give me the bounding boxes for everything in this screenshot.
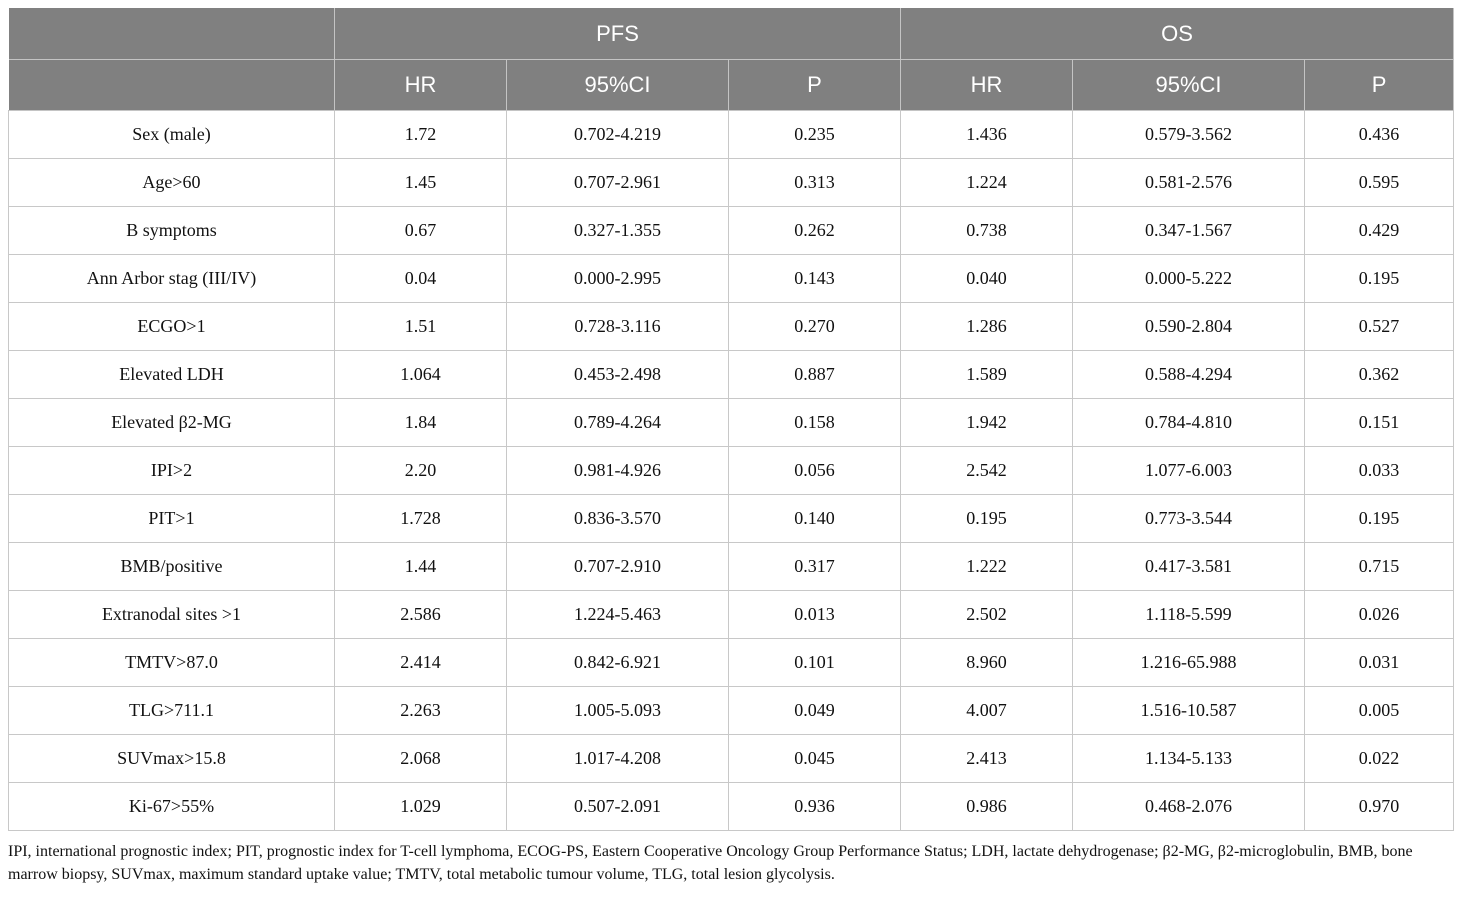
os-hr-cell: 0.738 [901,207,1073,255]
pfs-hr-cell: 2.20 [335,447,507,495]
os-hr-cell: 2.542 [901,447,1073,495]
pfs-p-cell: 0.317 [729,543,901,591]
pfs-ci-cell: 0.836-3.570 [507,495,729,543]
os-p-cell: 0.033 [1305,447,1454,495]
hazard-ratio-table [8,8,1454,831]
pfs-ci-cell: 0.507-2.091 [507,783,729,831]
row-label: Extranodal sites >1 [9,591,335,639]
pfs-ci-cell: 0.707-2.961 [507,159,729,207]
os-ci-cell: 1.216-65.988 [1073,639,1305,687]
pfs-p-cell: 0.313 [729,159,901,207]
table-row [9,639,1454,687]
header-os-hr: HR [901,60,1073,111]
pfs-p-cell: 0.887 [729,351,901,399]
header-blank [9,8,335,60]
row-label: SUVmax>15.8 [9,735,335,783]
os-p-cell: 0.022 [1305,735,1454,783]
pfs-hr-cell: 2.586 [335,591,507,639]
pfs-p-cell: 0.262 [729,207,901,255]
table-row [9,255,1454,303]
pfs-ci-cell: 0.728-3.116 [507,303,729,351]
pfs-p-cell: 0.056 [729,447,901,495]
os-p-cell: 0.031 [1305,639,1454,687]
pfs-p-cell: 0.013 [729,591,901,639]
header-pfs-p: P [729,60,901,111]
header-pfs-hr: HR [335,60,507,111]
os-ci-cell: 0.581-2.576 [1073,159,1305,207]
header-pfs-ci: 95%CI [507,60,729,111]
os-ci-cell: 0.784-4.810 [1073,399,1305,447]
os-hr-cell: 1.222 [901,543,1073,591]
os-p-cell: 0.026 [1305,591,1454,639]
os-ci-cell: 1.134-5.133 [1073,735,1305,783]
row-label: ECGO>1 [9,303,335,351]
os-p-cell: 0.195 [1305,495,1454,543]
table-row [9,399,1454,447]
pfs-ci-cell: 0.702-4.219 [507,111,729,159]
pfs-p-cell: 0.936 [729,783,901,831]
row-label: Age>60 [9,159,335,207]
header-group-row [9,8,1454,60]
header-blank-sub [9,60,335,111]
pfs-p-cell: 0.140 [729,495,901,543]
os-p-cell: 0.436 [1305,111,1454,159]
os-hr-cell: 2.502 [901,591,1073,639]
pfs-ci-cell: 0.327-1.355 [507,207,729,255]
pfs-ci-cell: 0.981-4.926 [507,447,729,495]
pfs-p-cell: 0.270 [729,303,901,351]
pfs-p-cell: 0.045 [729,735,901,783]
table-row [9,495,1454,543]
table-body [9,111,1454,831]
row-label: Ki-67>55% [9,783,335,831]
row-label: Elevated β2-MG [9,399,335,447]
pfs-ci-cell: 1.017-4.208 [507,735,729,783]
table-row [9,735,1454,783]
os-hr-cell: 0.195 [901,495,1073,543]
pfs-hr-cell: 1.72 [335,111,507,159]
row-label: IPI>2 [9,447,335,495]
os-p-cell: 0.527 [1305,303,1454,351]
os-hr-cell: 1.942 [901,399,1073,447]
os-ci-cell: 0.468-2.076 [1073,783,1305,831]
os-ci-cell: 0.417-3.581 [1073,543,1305,591]
pfs-hr-cell: 0.67 [335,207,507,255]
pfs-hr-cell: 0.04 [335,255,507,303]
os-hr-cell: 8.960 [901,639,1073,687]
row-label: Elevated LDH [9,351,335,399]
table-row [9,207,1454,255]
pfs-p-cell: 0.101 [729,639,901,687]
os-hr-cell: 1.436 [901,111,1073,159]
row-label: BMB/positive [9,543,335,591]
row-label: Ann Arbor stag (III/IV) [9,255,335,303]
os-ci-cell: 0.000-5.222 [1073,255,1305,303]
row-label: TMTV>87.0 [9,639,335,687]
pfs-ci-cell: 0.842-6.921 [507,639,729,687]
os-ci-cell: 0.773-3.544 [1073,495,1305,543]
os-p-cell: 0.151 [1305,399,1454,447]
pfs-p-cell: 0.049 [729,687,901,735]
pfs-ci-cell: 0.707-2.910 [507,543,729,591]
pfs-ci-cell: 1.005-5.093 [507,687,729,735]
pfs-hr-cell: 1.44 [335,543,507,591]
table-row [9,591,1454,639]
os-hr-cell: 0.040 [901,255,1073,303]
row-label: TLG>711.1 [9,687,335,735]
os-p-cell: 0.715 [1305,543,1454,591]
table-row [9,111,1454,159]
os-p-cell: 0.005 [1305,687,1454,735]
os-p-cell: 0.195 [1305,255,1454,303]
header-os-p: P [1305,60,1454,111]
os-hr-cell: 1.224 [901,159,1073,207]
header-os: OS [901,8,1454,60]
table-row [9,543,1454,591]
table-row [9,447,1454,495]
os-hr-cell: 1.286 [901,303,1073,351]
os-ci-cell: 1.516-10.587 [1073,687,1305,735]
pfs-ci-cell: 0.789-4.264 [507,399,729,447]
os-p-cell: 0.429 [1305,207,1454,255]
table-container [8,8,1453,886]
pfs-hr-cell: 1.51 [335,303,507,351]
os-ci-cell: 0.588-4.294 [1073,351,1305,399]
table-row [9,159,1454,207]
os-hr-cell: 1.589 [901,351,1073,399]
pfs-hr-cell: 1.728 [335,495,507,543]
os-hr-cell: 0.986 [901,783,1073,831]
os-ci-cell: 0.347-1.567 [1073,207,1305,255]
row-label: PIT>1 [9,495,335,543]
os-ci-cell: 1.077-6.003 [1073,447,1305,495]
header-sub-row [9,60,1454,111]
table-row [9,351,1454,399]
header-os-ci: 95%CI [1073,60,1305,111]
pfs-hr-cell: 1.84 [335,399,507,447]
pfs-hr-cell: 2.068 [335,735,507,783]
os-p-cell: 0.970 [1305,783,1454,831]
os-p-cell: 0.595 [1305,159,1454,207]
os-hr-cell: 4.007 [901,687,1073,735]
pfs-hr-cell: 1.064 [335,351,507,399]
os-p-cell: 0.362 [1305,351,1454,399]
pfs-hr-cell: 1.029 [335,783,507,831]
table-row [9,687,1454,735]
pfs-p-cell: 0.143 [729,255,901,303]
os-ci-cell: 1.118-5.599 [1073,591,1305,639]
pfs-hr-cell: 2.414 [335,639,507,687]
table-row [9,783,1454,831]
row-label: Sex (male) [9,111,335,159]
os-ci-cell: 0.590-2.804 [1073,303,1305,351]
pfs-hr-cell: 1.45 [335,159,507,207]
table-footnote: IPI, international prognostic index; PIT, prognostic index for T-cell lymphoma, ECOG-PS, Eastern Cooperative Oncology Group Performance Status; LDH, lactate dehydrogenase; β2-MG, β2-microglobulin, BMB, bone marrow biopsy, SUVmax, maximum standard uptake value; TMTV, total metabolic tumour volume, TLG, total lesion glycolysis. [8,843,1413,883]
pfs-ci-cell: 1.224-5.463 [507,591,729,639]
os-hr-cell: 2.413 [901,735,1073,783]
row-label: B symptoms [9,207,335,255]
pfs-p-cell: 0.235 [729,111,901,159]
os-ci-cell: 0.579-3.562 [1073,111,1305,159]
header-pfs: PFS [335,8,901,60]
pfs-p-cell: 0.158 [729,399,901,447]
pfs-ci-cell: 0.453-2.498 [507,351,729,399]
table-row [9,303,1454,351]
pfs-ci-cell: 0.000-2.995 [507,255,729,303]
pfs-hr-cell: 2.263 [335,687,507,735]
